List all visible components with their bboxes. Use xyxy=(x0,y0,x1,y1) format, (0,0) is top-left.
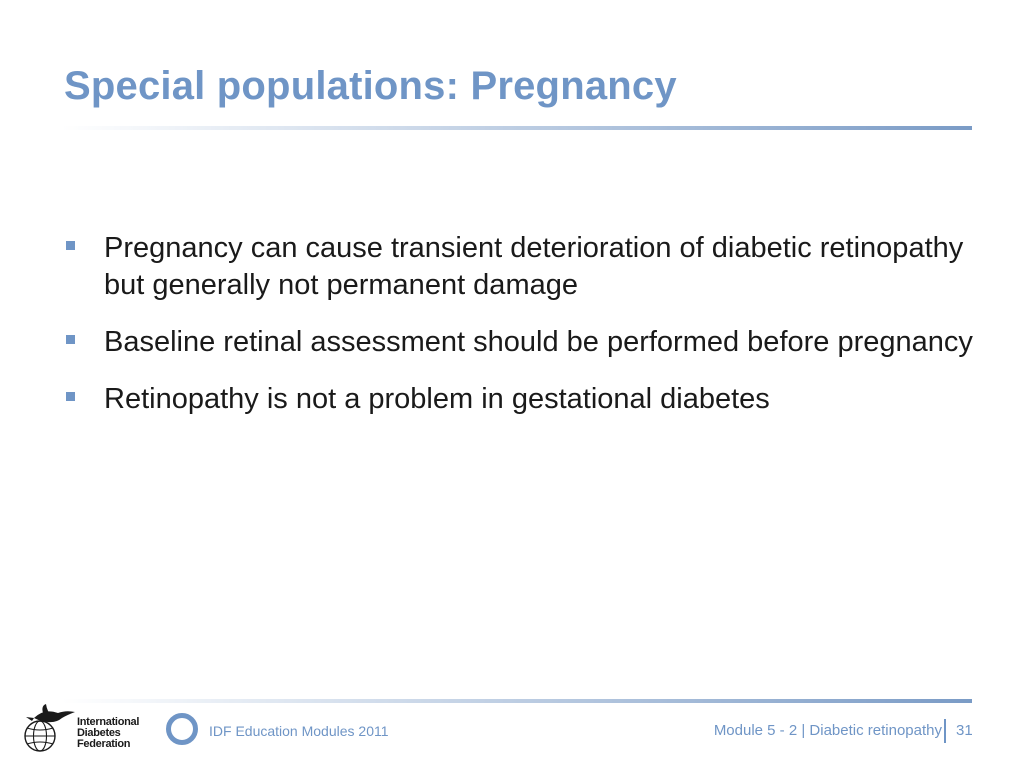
bullet-list xyxy=(64,230,974,438)
module-info: Module 5 - 2 | Diabetic retinopathy xyxy=(713,722,942,739)
bullet-text: Baseline retinal assessment should be performed before pregnancy xyxy=(104,326,973,358)
title-divider xyxy=(62,126,972,130)
square-bullet-icon xyxy=(66,335,75,344)
footer-separator xyxy=(944,719,946,743)
logo-wordmark xyxy=(77,717,139,750)
page-number: 31 xyxy=(956,722,973,739)
bullet-item xyxy=(64,324,974,361)
logo-line: Diabetes xyxy=(77,727,121,739)
slide-title: Special populations: Pregnancy xyxy=(64,64,677,108)
bullet-item xyxy=(64,230,974,304)
square-bullet-icon xyxy=(66,241,75,250)
idf-bird-globe-logo-icon xyxy=(20,704,78,756)
modules-label: IDF Education Modules 2011 xyxy=(209,723,389,739)
footer-divider xyxy=(62,699,972,703)
logo-line: Federation xyxy=(77,738,131,750)
ring-icon xyxy=(166,713,198,745)
bullet-text: Retinopathy is not a problem in gestational diabetes xyxy=(104,383,770,415)
bullet-text: Pregnancy can cause transient deterioration of diabetic retinopathy but generally not permanent damage xyxy=(104,232,964,301)
logo-line: International xyxy=(77,716,140,728)
idf-logo xyxy=(20,704,148,756)
square-bullet-icon xyxy=(66,392,75,401)
bullet-item xyxy=(64,381,974,418)
